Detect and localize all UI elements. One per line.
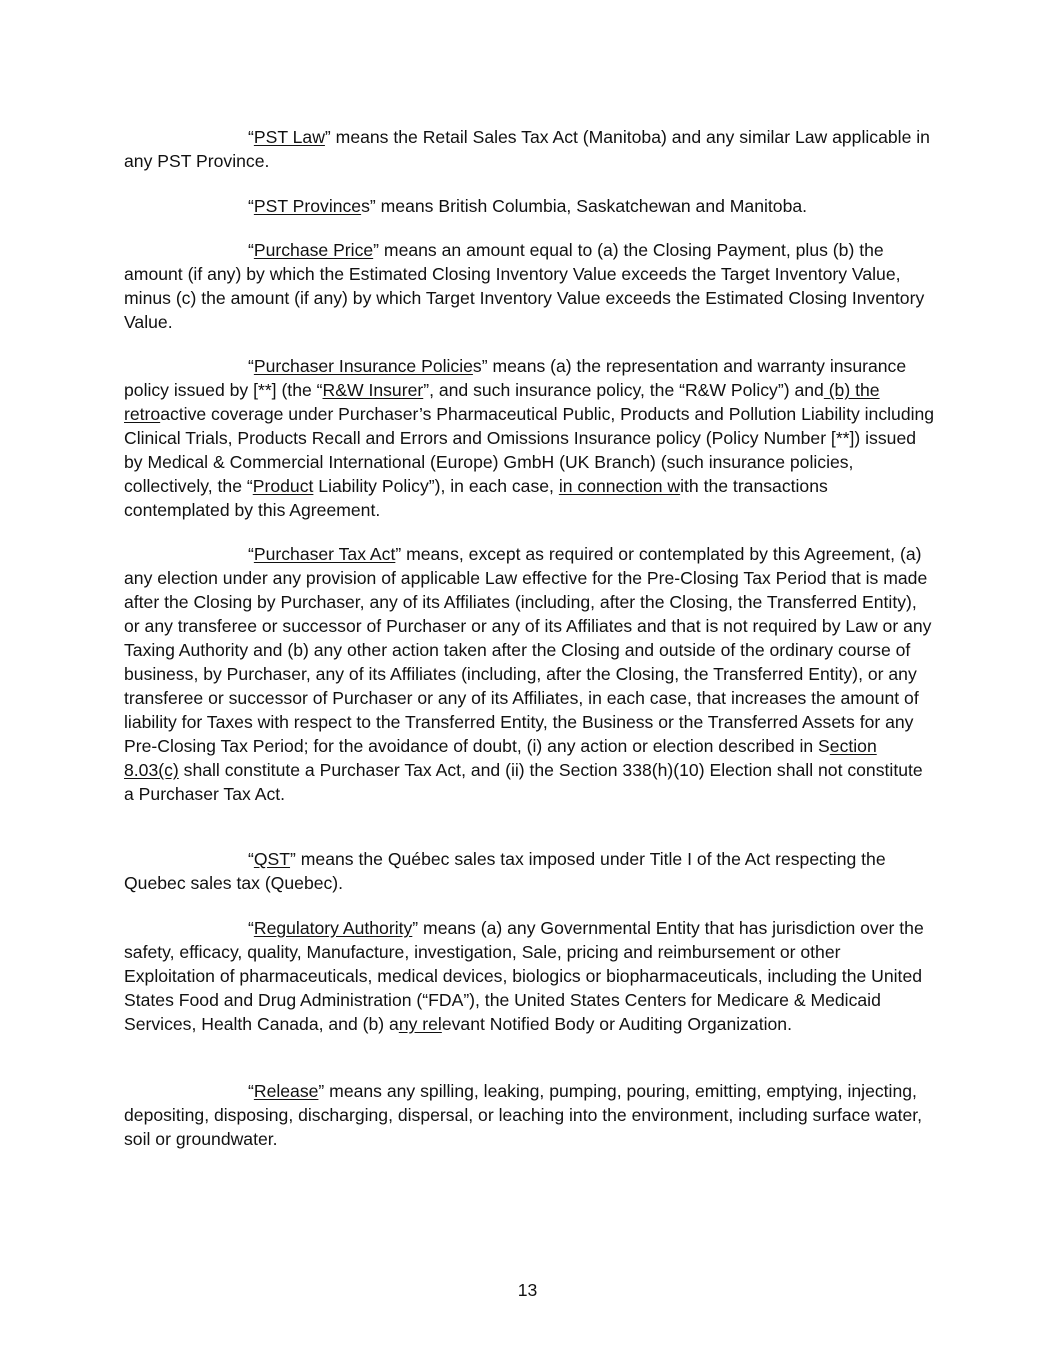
defined-term: PST Province — [253, 196, 362, 216]
defined-term: Release — [253, 1081, 319, 1101]
definition-text: ” means (a) any Governmental Entity that has jurisdiction over the safety, efficacy, quality, Manufacture, investigation, Sale, pricing and reimbursement or other Exploitation of pharmaceuticals, medical devices, biologics or biopharmaceuticals, including the United States Food and Drug Administration (“FDA”), the United States Centers for Medicare & Medicaid Services, Health Canada, and (b) a — [124, 918, 924, 1034]
definition-text: “ — [248, 1081, 254, 1101]
definition-text: “ — [248, 849, 254, 869]
definition-pst-law — [124, 125, 936, 173]
definition-text: “ — [248, 196, 254, 216]
definition-text: ” means any spilling, leaking, pumping, pouring, emitting, emptying, injecting, depositing, disposing, discharging, dispersal, or leaching into the environment, including surface water, soil or groundwater. — [124, 1081, 923, 1149]
defined-term: (b) the retro — [124, 380, 880, 424]
definition-text: s” means British Columbia, Saskatchewan and Manitoba. — [361, 196, 808, 216]
definition-text: “ — [248, 240, 254, 260]
defined-term: QST — [253, 849, 291, 869]
defined-term: ection 8.03(c) — [124, 736, 877, 780]
defined-term: Purchaser Insurance Policie — [253, 356, 473, 376]
definition-text: shall constitute a Purchaser Tax Act, and (ii) the Section 338(h)(10) Election shall not constitute a Purchaser Tax Act. — [124, 760, 923, 804]
definition-text: “ — [248, 544, 254, 564]
definition-release — [124, 1079, 936, 1151]
definition-text: ith the transactions contemplated by this Agreement. — [124, 476, 828, 520]
defined-term: Product — [252, 476, 314, 496]
definition-purchaser-tax-act — [124, 542, 936, 806]
definition-text: “ — [248, 356, 254, 376]
defined-term: Purchaser Tax Act — [253, 544, 396, 564]
definition-pst-provinces — [124, 194, 936, 218]
definition-text: active coverage under Purchaser’s Pharmaceutical Public, Products and Pollution Liability including Clinical Trials, Products Recall and Errors and Omissions Insurance policy (Policy Number [**]) issued by Medical & Commercial International (Europe) GmbH (UK Branch) (such insurance policies, collectively, the “ — [124, 404, 935, 496]
defined-term: R&W Insurer — [322, 380, 424, 400]
defined-term: in connection w — [558, 476, 681, 496]
definition-text: ” means an amount equal to (a) the Closing Payment, plus (b) the amount (if any) by which the Estimated Closing Inventory Value exceeds the Target Inventory Value, minus (c) the amount (if any) by which Target Inventory Value exceeds the Estimated Closing Inventory Value. — [124, 240, 925, 332]
definition-text: “ — [248, 127, 254, 147]
definition-text: evant Notified Body or Auditing Organization. — [441, 1014, 792, 1034]
definition-qst — [124, 847, 936, 895]
definition-text: ”, and such insurance policy, the “R&W Policy”) and — [423, 380, 824, 400]
defined-term: ny rel — [398, 1014, 442, 1034]
definition-text: Liability Policy”), in each case, — [313, 476, 559, 496]
page-number: 13 — [517, 1280, 538, 1300]
definition-text: ” means the Retail Sales Tax Act (Manitoba) and any similar Law applicable in any PST Province. — [124, 127, 930, 171]
definition-regulatory-authority — [124, 916, 936, 1036]
definition-text: “ — [248, 918, 254, 938]
definition-purchase-price — [124, 238, 936, 334]
defined-term: Purchase Price — [253, 240, 374, 260]
definition-purchaser-insurance-policies — [124, 354, 936, 522]
defined-term: Regulatory Authority — [253, 918, 413, 938]
defined-term: PST Law — [253, 127, 325, 147]
definition-text: s” means (a) the representation and warranty insurance policy issued by [**] (the “ — [124, 356, 907, 400]
definition-text: ” means the Québec sales tax imposed under Title I of the Act respecting the Quebec sales tax (Quebec). — [124, 849, 886, 893]
definition-text: ” means, except as required or contemplated by this Agreement, (a) any election under any provision of applicable Law effective for the Pre-Closing Tax Period that is made after the Closing by Purchaser, any of its Affiliates (including, after the Closing, the Transferred Entity), or any transferee or successor of Purchaser or any of its Affiliates and that is not required by Law or any Taxing Authority and (b) any other action taken after the Closing and outside of the ordinary course of business, by Purchaser, any of its Affiliates (including, after the Closing, the Transferred Entity), or any transferee or successor of Purchaser or any of its Affiliates, in each case, that increases the amount of liability for Taxes with respect to the Transferred Entity, the Business or the Transferred Assets for any Pre-Closing Tax Period; for the avoidance of doubt, (i) any action or election described in S — [124, 544, 932, 756]
